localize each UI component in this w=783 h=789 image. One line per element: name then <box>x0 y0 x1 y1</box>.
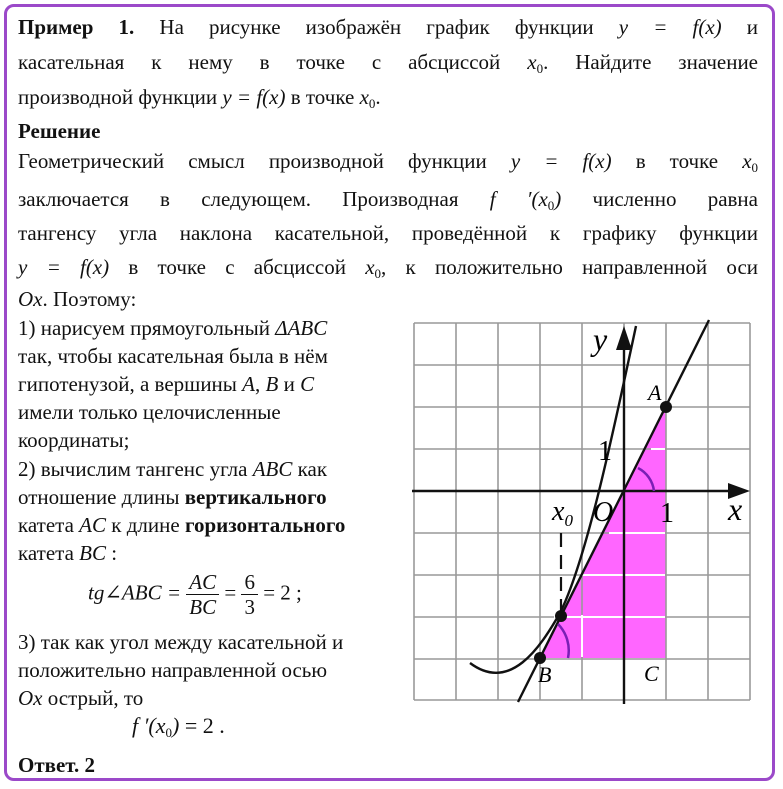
formula-x0: $x_0$ <box>527 50 544 76</box>
problem-text-2b: . Найдите значение <box>543 50 759 74</box>
formula-yfx-2: y = f(x) <box>222 85 286 109</box>
solution-line-5: Ox. Поэтому: <box>18 287 137 311</box>
label-b: B <box>538 662 552 687</box>
answer: Ответ. 2 <box>18 753 96 777</box>
y-axis-arrow <box>616 326 632 350</box>
problem-text-1a: На рисунке изображён график функции <box>159 15 594 39</box>
solution-heading: Решение <box>18 119 101 143</box>
label-1-x: 1 <box>660 498 674 529</box>
function-graph <box>410 318 756 704</box>
solution-line-1: Геометрический смысл производной функции y = f(x) в точке $x_0$ <box>18 149 759 175</box>
example-label: Пример 1. <box>18 15 135 39</box>
formula-triangle: ΔABC <box>275 316 328 340</box>
final-formula: f $'(x_0) = 2$ . <box>132 713 225 740</box>
formula-x0-4: $x_0$ <box>365 255 382 281</box>
solution-line-2: заключается в следующем. Производная f $'(x_0)$ численно равна <box>18 187 758 213</box>
formula-Ox: Ox <box>18 287 43 311</box>
tangent-formula: tg∠ABC = $\frac{AC}{BC}$ = $\frac{6}{3}$ = 2 ; <box>88 570 302 619</box>
step-3: 3) так как угол между касательной и положительно направленной осью Ox острый, то <box>18 630 344 710</box>
formula-x0-3: $x_0$ <box>742 149 759 175</box>
point-a <box>660 401 672 413</box>
formula-yfx-4: y = f(x) <box>18 255 110 279</box>
formula-x0-2: $x_0$ <box>359 85 376 111</box>
label-1-y: 1 <box>598 436 612 467</box>
label-c: C <box>644 661 659 686</box>
solution-line-3: тангенсу угла наклона касательной, проведённой к графику функции <box>18 221 758 245</box>
label-o: O <box>593 497 614 528</box>
problem-text-3b: в точке <box>290 85 355 109</box>
problem-line-1 <box>18 10 758 44</box>
problem-line-3: производной функции y = f(x) в точке $x_0$. <box>18 85 381 111</box>
solution-line-4: y = f(x) в точке с абсциссой $x_0$, к положительно направленной оси <box>18 255 758 281</box>
problem-text-2a: касательная к нему в точке с абсциссой <box>18 50 501 74</box>
problem-text-1b: и <box>746 15 759 39</box>
step-2: 2) вычислим тангенс угла ABC как отношение длины вертикального катета AC к длине горизонтального катета BC : <box>18 457 346 565</box>
label-y: y <box>593 321 608 357</box>
formula-yfx: y = f(x) <box>618 15 722 39</box>
step-1: 1) нарисуем прямоугольный ΔABC так, чтобы касательная была в нём гипотенузой, а вершины A, B и C имели только целочисленные координаты; <box>18 316 328 452</box>
formula-yfx-3: y = f(x) <box>510 149 612 173</box>
formula-fprime-x0: f $'(x_0)$ <box>489 187 562 213</box>
label-x0: $x_0$ <box>552 496 573 530</box>
label-a: A <box>648 380 662 405</box>
label-x: x <box>728 491 743 527</box>
point-tangency <box>555 610 567 622</box>
problem-text-3a: производной функции <box>18 85 218 109</box>
